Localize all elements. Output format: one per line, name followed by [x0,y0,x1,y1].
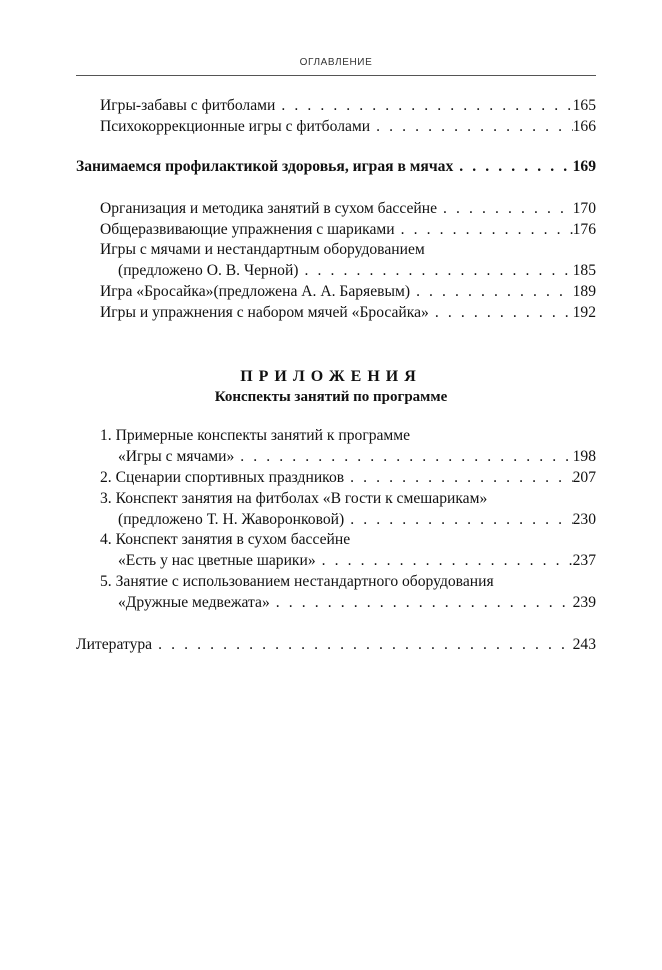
toc-entry-title: Игры-забавы с фитболами [100,97,276,114]
running-header: ОГЛАВЛЕНИЕ [299,57,373,68]
literature-page: 243 [572,636,596,653]
toc-entry-page: 165 [572,97,596,114]
header-rule [76,75,596,76]
toc-entry-page: 189 [572,283,596,300]
appendix-entry-title: (предложено Т. Н. Жаворонковой) [118,511,345,528]
appendix-heading: ПРИЛОЖЕНИЯ [240,368,422,385]
appendix-entry[interactable] [118,551,596,571]
appendix-entry-title: «Есть у нас цветные шарики» [118,552,316,569]
appendix-entry[interactable] [118,593,596,613]
appendix-entry-line1[interactable]: 1. Примерные конспекты занятий к программе [100,427,411,444]
leader-dots [234,447,572,467]
appendix-entry[interactable] [100,468,596,488]
literature-title: Литература [76,636,153,653]
toc-entry-title: (предложено О. В. Черной) [118,262,299,279]
toc-entry-page: 192 [572,304,596,321]
appendix-entry-page: 230 [572,511,596,528]
appendix-entry-page: 237 [572,552,596,569]
leader-dots [437,199,573,219]
toc-entry[interactable] [118,261,596,281]
toc-chapter-page: 169 [572,158,596,175]
toc-entry[interactable] [100,96,596,116]
appendix-entry[interactable] [118,510,596,530]
appendix-entry-page: 207 [572,469,596,486]
leader-dots [299,261,573,281]
toc-entry-page: 185 [572,262,596,279]
toc-entry-title: Общеразвивающие упражнения с шариками [100,221,395,238]
leader-dots [429,303,573,323]
toc-entry-title: Организация и методика занятий в сухом бассейне [100,200,438,217]
toc-literature[interactable] [76,635,596,655]
leader-dots [275,96,572,116]
leader-dots [370,117,572,137]
appendix-entry-line1[interactable]: 5. Занятие с использованием нестандартного оборудования [100,573,494,590]
toc-entry-title: Игры и упражнения с набором мячей «Бросайка» [100,304,429,321]
appendix-entry[interactable] [118,447,596,467]
leader-dots [344,468,572,488]
appendix-entry-page: 239 [572,594,596,611]
leader-dots [316,551,573,571]
leader-dots [344,510,572,530]
toc-entry-title: Игра «Бросайка»(предложена А. А. Баряевым) [100,283,411,300]
appendix-entry-line1[interactable]: 4. Конспект занятия в сухом бассейне [100,531,351,548]
appendix-entry-title: «Игры с мячами» [118,448,235,465]
toc-entry[interactable] [100,303,596,323]
toc-entry[interactable] [100,199,596,219]
toc-entry-page: 176 [572,221,596,238]
appendix-entry-title: 2. Сценарии спортивных праздников [100,469,345,486]
appendix-subheading: Конспекты занятий по программе [214,389,448,405]
leader-dots [453,157,572,177]
leader-dots [270,593,573,613]
toc-entry[interactable] [100,220,596,240]
toc-entry-title: Психокоррекционные игры с фитболами [100,118,371,135]
toc-entry-page: 170 [572,200,596,217]
toc-entry-line1[interactable]: Игры с мячами и нестандартным оборудованием [100,241,425,258]
toc-entry[interactable] [100,282,596,302]
toc-chapter[interactable] [76,157,596,177]
toc-entry[interactable] [100,117,596,137]
leader-dots [395,220,573,240]
toc-chapter-title: Занимаемся профилактикой здоровья, играя в мячах [76,158,454,175]
appendix-entry-page: 198 [572,448,596,465]
leader-dots [152,635,573,655]
toc-entry-page: 166 [572,118,596,135]
leader-dots [410,282,573,302]
appendix-entry-title: «Дружные медвежата» [118,594,270,611]
appendix-entry-line1[interactable]: 3. Конспект занятия на фитболах «В гости к смешарикам» [100,490,488,507]
